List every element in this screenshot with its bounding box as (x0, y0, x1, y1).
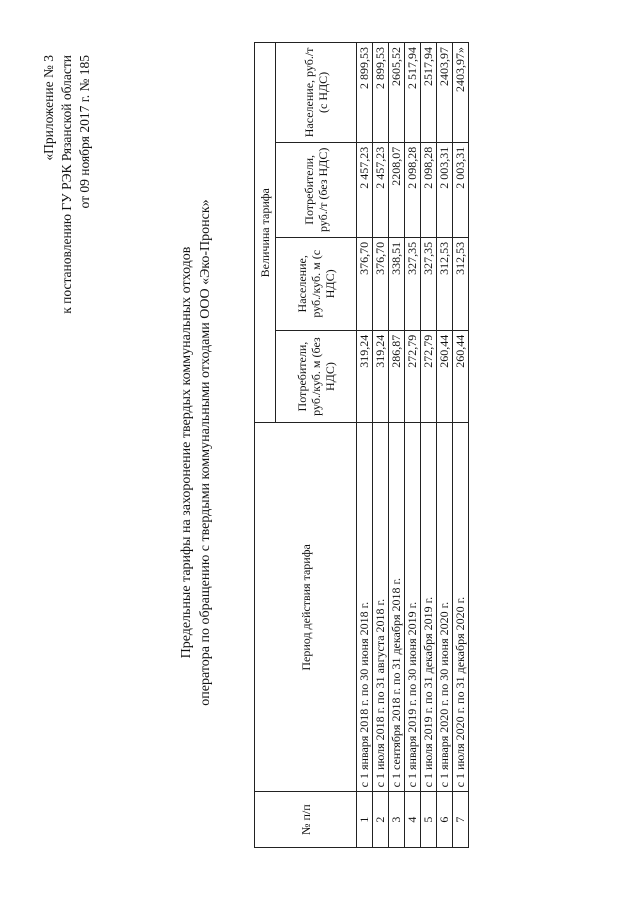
table-row (373, 43, 389, 848)
row-population-m3: 327,35 (405, 237, 421, 330)
appendix-number: «Приложение № 3 (41, 55, 56, 161)
row-population-m3: 327,35 (421, 237, 437, 330)
row-consumers-m3: 286,87 (389, 330, 405, 423)
appendix-date: от 09 ноября 2017 г. № 185 (77, 55, 92, 209)
header-num: № п/п (255, 792, 357, 848)
row-consumers-m3: 319,24 (373, 330, 389, 423)
row-population-t: 2517,94 (421, 43, 437, 143)
header-row-group (255, 43, 276, 848)
row-population-t: 2 517,94 (405, 43, 421, 143)
row-population-t: 2 899,53 (357, 43, 373, 143)
row-period: с 1 июля 2019 г. по 31 декабря 2019 г. (421, 423, 437, 792)
row-consumers-t: 2208,07 (389, 142, 405, 237)
row-population-m3: 376,70 (357, 237, 373, 330)
row-population-m3: 312,53 (437, 237, 453, 330)
row-num: 3 (389, 792, 405, 848)
header-consumers-t: Потребители, руб./т (без НДС) (276, 142, 357, 237)
row-num: 4 (405, 792, 421, 848)
row-consumers-t: 2 457,23 (373, 142, 389, 237)
row-consumers-t: 2 003,31 (453, 142, 469, 237)
row-consumers-t: 2 098,28 (405, 142, 421, 237)
table-row (357, 43, 373, 848)
row-population-t: 2403,97 (437, 43, 453, 143)
title-line-2: оператора по обращению с твердыми коммунальными отходами ООО «Эко-Пронск» (198, 199, 213, 706)
row-consumers-m3: 272,79 (421, 330, 437, 423)
row-population-m3: 338,51 (389, 237, 405, 330)
document-title (177, 0, 215, 905)
row-period: с 1 января 2018 г. по 30 июня 2018 г. (357, 423, 373, 792)
header-population-t: Население, руб./т (с НДС) (276, 43, 357, 143)
tariff-table (254, 42, 469, 848)
row-period: с 1 июля 2018 г. по 31 августа 2018 г. (373, 423, 389, 792)
row-consumers-t: 2 003,31 (437, 142, 453, 237)
title-line-1: Предельные тарифы на захоронение твердых коммунальных отходов (179, 246, 194, 659)
header-tariff-value: Величина тарифа (255, 43, 276, 423)
row-num: 7 (453, 792, 469, 848)
row-num: 2 (373, 792, 389, 848)
row-num: 5 (421, 792, 437, 848)
row-period: с 1 сентября 2018 г. по 31 декабря 2018 г. (389, 423, 405, 792)
row-consumers-m3: 260,44 (437, 330, 453, 423)
row-period: с 1 января 2020 г. по 30 июня 2020 г. (437, 423, 453, 792)
appendix-reference (40, 55, 94, 314)
row-consumers-m3: 272,79 (405, 330, 421, 423)
header-population-m3: Население, руб./куб. м (с НДС) (276, 237, 357, 330)
appendix-resolution: к постановлению ГУ РЭК Рязанской области (59, 55, 74, 314)
row-consumers-m3: 319,24 (357, 330, 373, 423)
table-row (453, 43, 469, 848)
row-population-m3: 376,70 (373, 237, 389, 330)
table-row (389, 43, 405, 848)
row-period: с 1 июля 2020 г. по 31 декабря 2020 г. (453, 423, 469, 792)
row-period: с 1 января 2019 г. по 30 июня 2019 г. (405, 423, 421, 792)
table-row (405, 43, 421, 848)
row-population-t: 2403,97» (453, 43, 469, 143)
row-population-t: 2605,52 (389, 43, 405, 143)
row-consumers-m3: 260,44 (453, 330, 469, 423)
row-population-m3: 312,53 (453, 237, 469, 330)
header-consumers-m3: Потребители, руб./куб. м (без НДС) (276, 330, 357, 423)
table-row (421, 43, 437, 848)
header-period: Период действия тарифа (255, 423, 357, 792)
table-row (437, 43, 453, 848)
row-population-t: 2 899,53 (373, 43, 389, 143)
row-num: 6 (437, 792, 453, 848)
row-num: 1 (357, 792, 373, 848)
row-consumers-t: 2 457,23 (357, 142, 373, 237)
row-consumers-t: 2 098,28 (421, 142, 437, 237)
